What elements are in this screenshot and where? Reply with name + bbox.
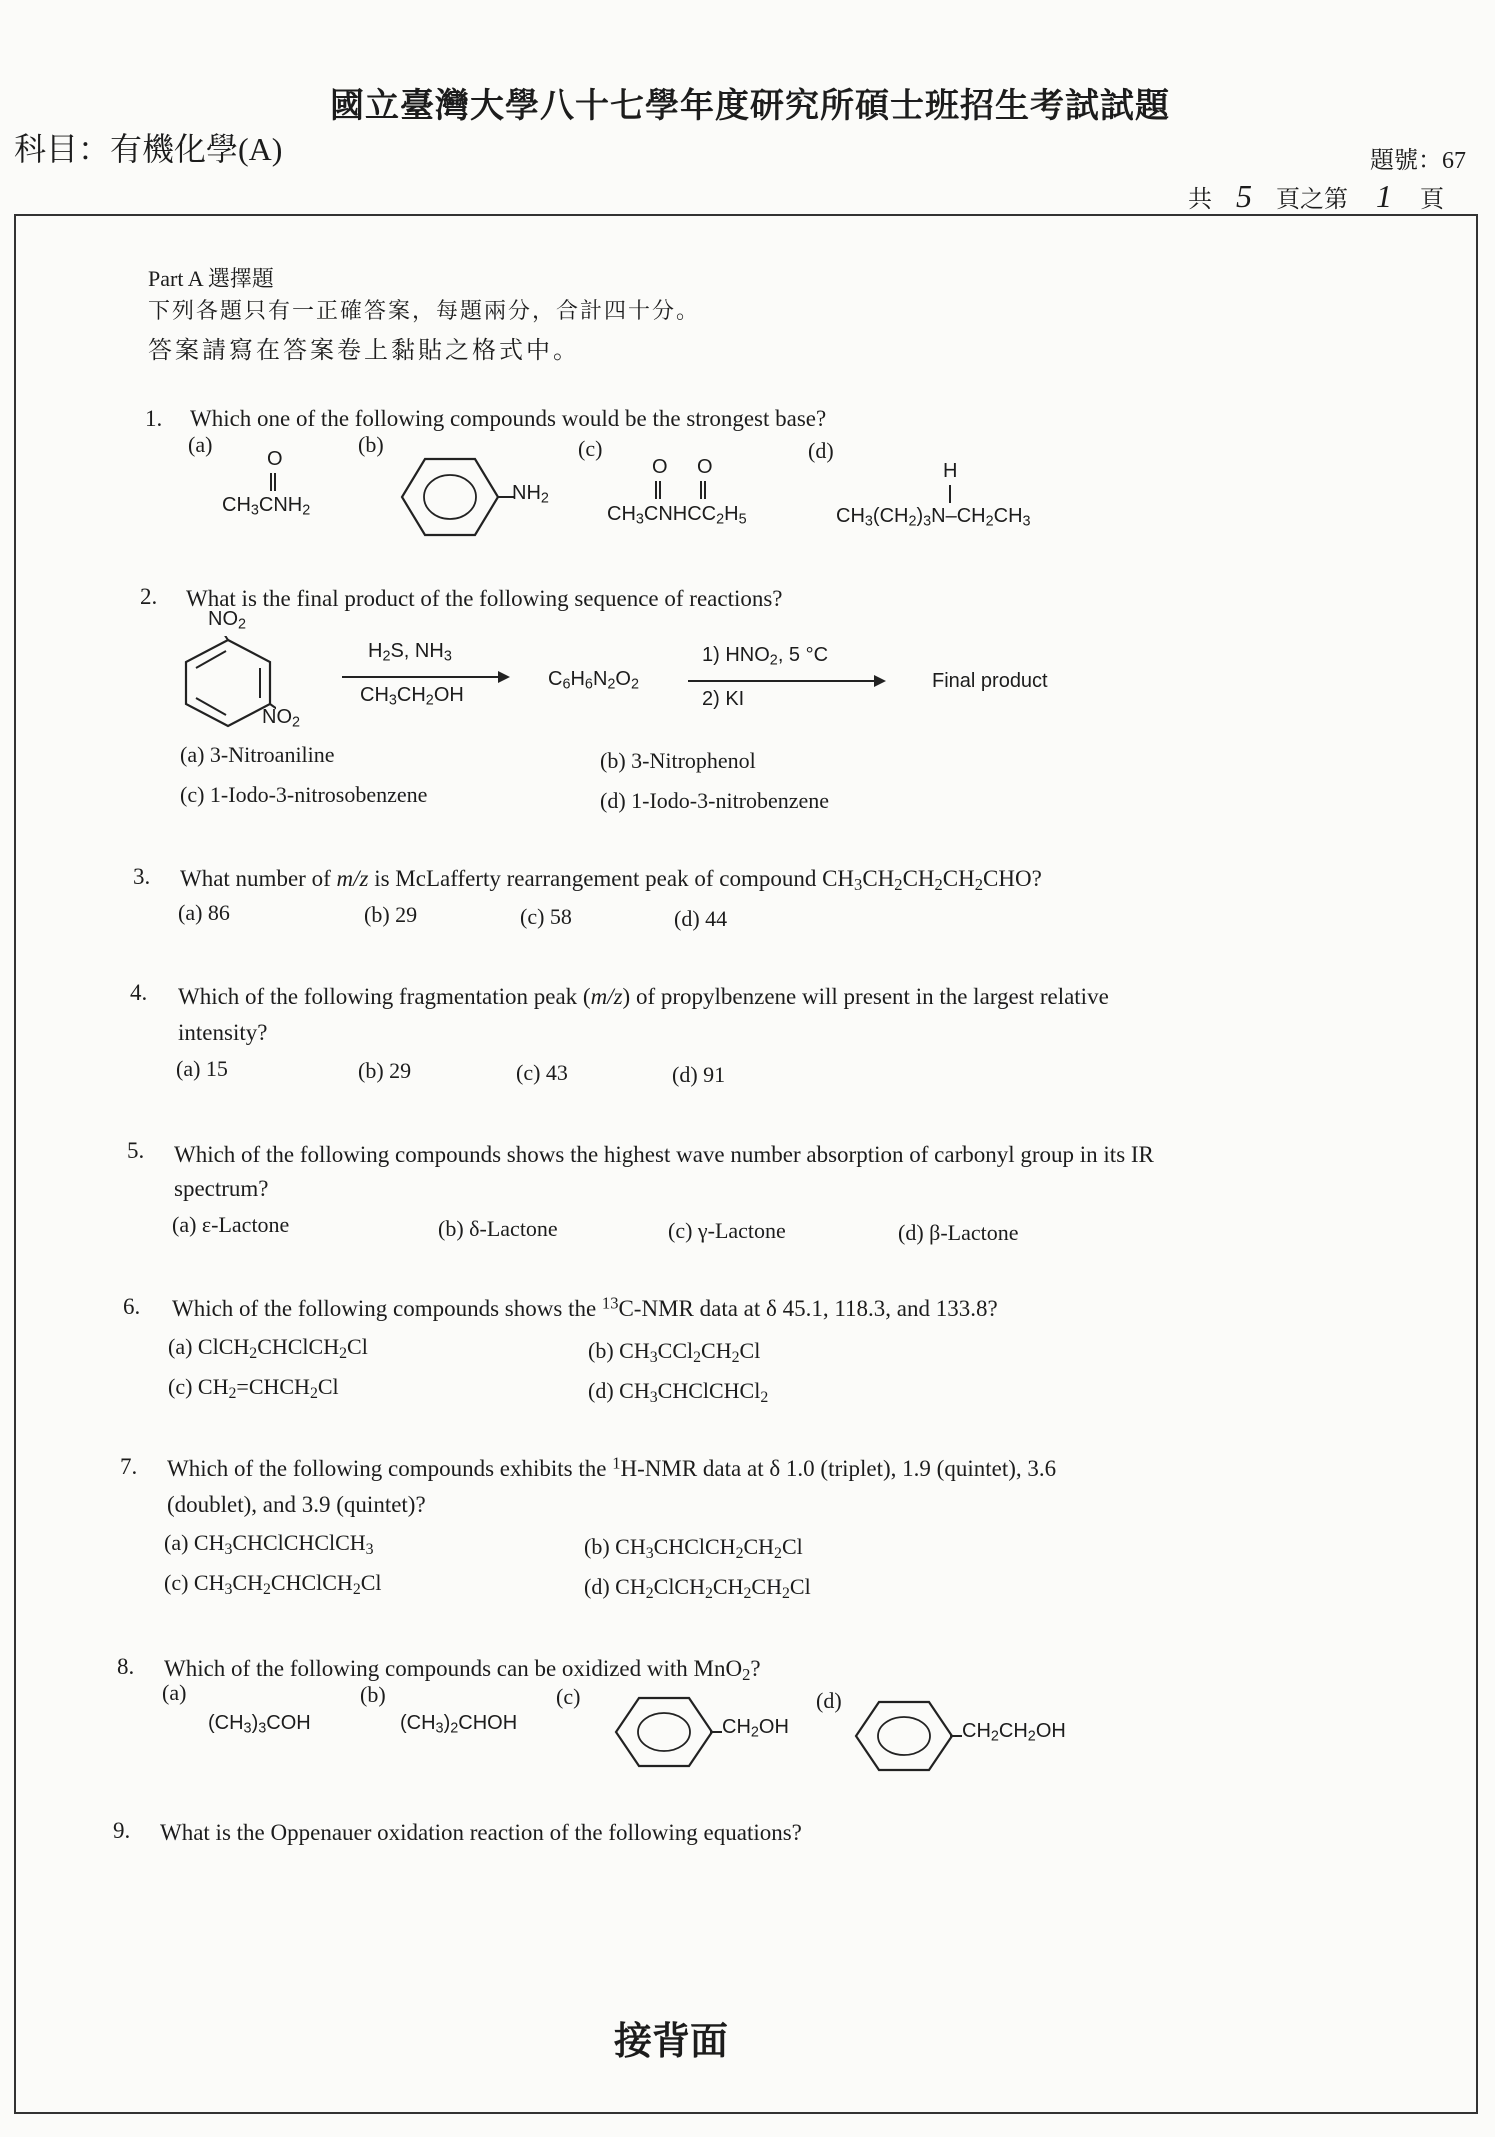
q4-text-cont: intensity? — [178, 1020, 268, 1045]
q1c-formula: $CH_3CNHCC_2H_5$ — [607, 503, 747, 528]
page-current: 1 — [1376, 178, 1392, 214]
q8c-bond — [710, 1731, 722, 1733]
q7-option-d: (d) $CH_2ClCH_2CH_2CH_2Cl$ — [584, 1574, 811, 1602]
q3-option-b: (b) 29 — [364, 902, 418, 927]
q2-nitro-top: $NO_2$ — [208, 608, 247, 633]
subject-label: 科目：有機化學(A) — [14, 131, 283, 167]
q1b-benzene-ring — [400, 454, 500, 540]
q1c-double-bond-2 — [700, 481, 706, 499]
q5-text: Which of the following compounds shows the highest wave number absorption of carbonyl group in its IR — [174, 1142, 1154, 1167]
q5-number: 5. — [127, 1138, 145, 1163]
page-total: 5 — [1236, 178, 1252, 214]
q7-text-cont: (doublet), and 3.9 (quintet)? — [167, 1492, 426, 1517]
q7-number: 7. — [120, 1454, 138, 1479]
q4-option-d: (d) 91 — [672, 1062, 726, 1087]
q8-text: Which of the following compounds can be oxidized with MnO$_2$? — [164, 1656, 761, 1685]
q6-option-b: (b) $CH_3CCl_2CH_2Cl$ — [588, 1338, 761, 1366]
q8-label-d: (d) — [816, 1688, 842, 1713]
q8d-benzene-ring — [854, 1698, 954, 1774]
q2-option-c: (c) 1-Iodo-3-nitrosobenzene — [180, 782, 428, 807]
page-total-label: 共 — [1188, 187, 1212, 213]
q3-option-c: (c) 58 — [520, 904, 572, 929]
continue-on-back-note: 接背面 — [614, 2021, 729, 2063]
q1c-oxygen-2: O — [697, 456, 713, 478]
q1d-hydrogen: H — [943, 460, 958, 482]
q6-text: Which of the following compounds shows the $^{13}$C-NMR data at δ 45.1, 118.3, and 133.8? — [172, 1293, 998, 1321]
q1-label-c: (c) — [578, 436, 603, 461]
part-instruction-1: 下列各題只有一正確答案，每題兩分，合計四十分。 — [148, 298, 701, 323]
q6-option-c: (c) $CH_2=CHCH_2Cl$ — [168, 1374, 339, 1402]
q2-text: What is the final product of the following sequence of reactions? — [186, 586, 783, 611]
q6-option-d: (d) $CH_3CHClCHCl_2$ — [588, 1378, 769, 1406]
q8-label-a: (a) — [162, 1680, 187, 1705]
q1c-oxygen-1: O — [652, 456, 668, 478]
q8-label-b: (b) — [360, 1682, 386, 1707]
q8d-bond — [950, 1735, 962, 1737]
q2-reagent1-bottom: $CH_3CH_2OH$ — [360, 684, 464, 709]
q1-text: Which one of the following compounds would be the strongest base? — [190, 406, 827, 431]
q2-reagent2-top: 1) $HNO_2$, 5 °C — [702, 644, 829, 669]
q7-option-b: (b) $CH_3CHClCH_2CH_2Cl$ — [584, 1534, 803, 1562]
q4-number: 4. — [130, 980, 148, 1005]
q8-number: 8. — [117, 1654, 135, 1679]
q5-text-cont: spectrum? — [174, 1176, 269, 1201]
q4-option-a: (a) 15 — [176, 1056, 228, 1081]
q1c-double-bond-1 — [655, 481, 661, 499]
q2-number: 2. — [140, 584, 158, 609]
q2-option-b: (b) 3-Nitrophenol — [600, 748, 756, 773]
q1a-double-bond — [270, 473, 276, 491]
q2-reagent2-bottom: 2) KI — [702, 688, 745, 710]
question-code: 題號：67 — [1370, 148, 1466, 174]
q1-label-a: (a) — [188, 432, 213, 457]
q1-label-d: (d) — [808, 438, 834, 463]
q2-arrow-2 — [688, 680, 884, 682]
part-title: Part A 選擇題 — [148, 266, 274, 291]
q2-final-product: Final product — [932, 670, 1048, 692]
q8c-substituent: $CH_2OH$ — [722, 1716, 789, 1741]
q2-option-d: (d) 1-Iodo-3-nitrobenzene — [600, 788, 830, 813]
q8d-substituent: $CH_2CH_2OH$ — [962, 1720, 1066, 1745]
part-instruction-2: 答案請寫在答案卷上黏貼之格式中。 — [148, 338, 580, 364]
q7-option-c: (c) $CH_3CH_2CHClCH_2Cl$ — [164, 1570, 382, 1598]
q7-text: Which of the following compounds exhibits the $^1$H-NMR data at δ 1.0 (triplet), 1.9 (quintet), 3.6 — [167, 1453, 1057, 1481]
right-border — [1476, 214, 1478, 2114]
q3-option-d: (d) 44 — [674, 906, 728, 931]
q8-label-c: (c) — [556, 1684, 581, 1709]
q9-number: 9. — [113, 1818, 131, 1843]
q2-arrow-1 — [342, 676, 508, 678]
q1b-substituent: $NH_2$ — [512, 482, 549, 507]
q1-label-b: (b) — [358, 432, 384, 457]
q6-number: 6. — [123, 1294, 141, 1319]
q7-option-a: (a) $CH_3CHClCHClCH_3$ — [164, 1530, 374, 1558]
q8-option-b: $(CH_3)_2CHOH$ — [400, 1712, 518, 1737]
q1a-formula: $CH_3CNH_2$ — [222, 494, 311, 519]
q3-text: What number of m/z is McLafferty rearrangement peak of compound $CH_3CH_2CH_2CH_2CHO$? — [180, 866, 1042, 895]
q4-option-b: (b) 29 — [358, 1058, 412, 1083]
q2-intermediate: $C_6H_6N_2O_2$ — [548, 668, 639, 693]
page-mid-label: 頁之第 — [1276, 187, 1348, 213]
q8c-benzene-ring — [614, 1694, 714, 1770]
page-indicator — [1188, 178, 1444, 215]
q4-option-c: (c) 43 — [516, 1060, 568, 1085]
q5-option-b: (b) δ-Lactone — [438, 1216, 558, 1241]
q2-reagent1-top: $H_2S$, $NH_3$ — [368, 640, 452, 665]
q9-text: What is the Oppenauer oxidation reaction of the following equations? — [160, 1820, 802, 1845]
q1d-formula: $CH_3(CH_2)_3N-CH_2CH_3$ — [836, 505, 1031, 530]
q1d-nh-bond — [949, 485, 951, 503]
q5-option-a: (a) ε-Lactone — [172, 1212, 290, 1237]
q3-number: 3. — [133, 864, 151, 889]
bottom-rule — [14, 2112, 1478, 2114]
q4-text: Which of the following fragmentation peak (m/z) of propylbenzene will present in the largest relative — [178, 984, 1109, 1009]
q1-number: 1. — [145, 406, 163, 431]
page-end-label: 頁 — [1420, 187, 1444, 213]
q2-option-a: (a) 3-Nitroaniline — [180, 742, 335, 767]
q2-nitro-bottom: $NO_2$ — [262, 706, 301, 731]
q3-option-a: (a) 86 — [178, 900, 230, 925]
exam-title: 國立臺灣大學八十七學年度研究所碩士班招生考試試題 — [330, 88, 1170, 125]
q1a-oxygen: O — [267, 448, 283, 470]
q5-option-c: (c) γ-Lactone — [668, 1218, 786, 1243]
left-border — [14, 214, 16, 2114]
header-rule — [14, 214, 1476, 216]
q5-option-d: (d) β-Lactone — [898, 1220, 1019, 1245]
q6-option-a: (a) ClCH$_2$CHClCH$_2$Cl — [168, 1334, 368, 1362]
q8-option-a: $(CH_3)_3COH$ — [208, 1712, 311, 1737]
